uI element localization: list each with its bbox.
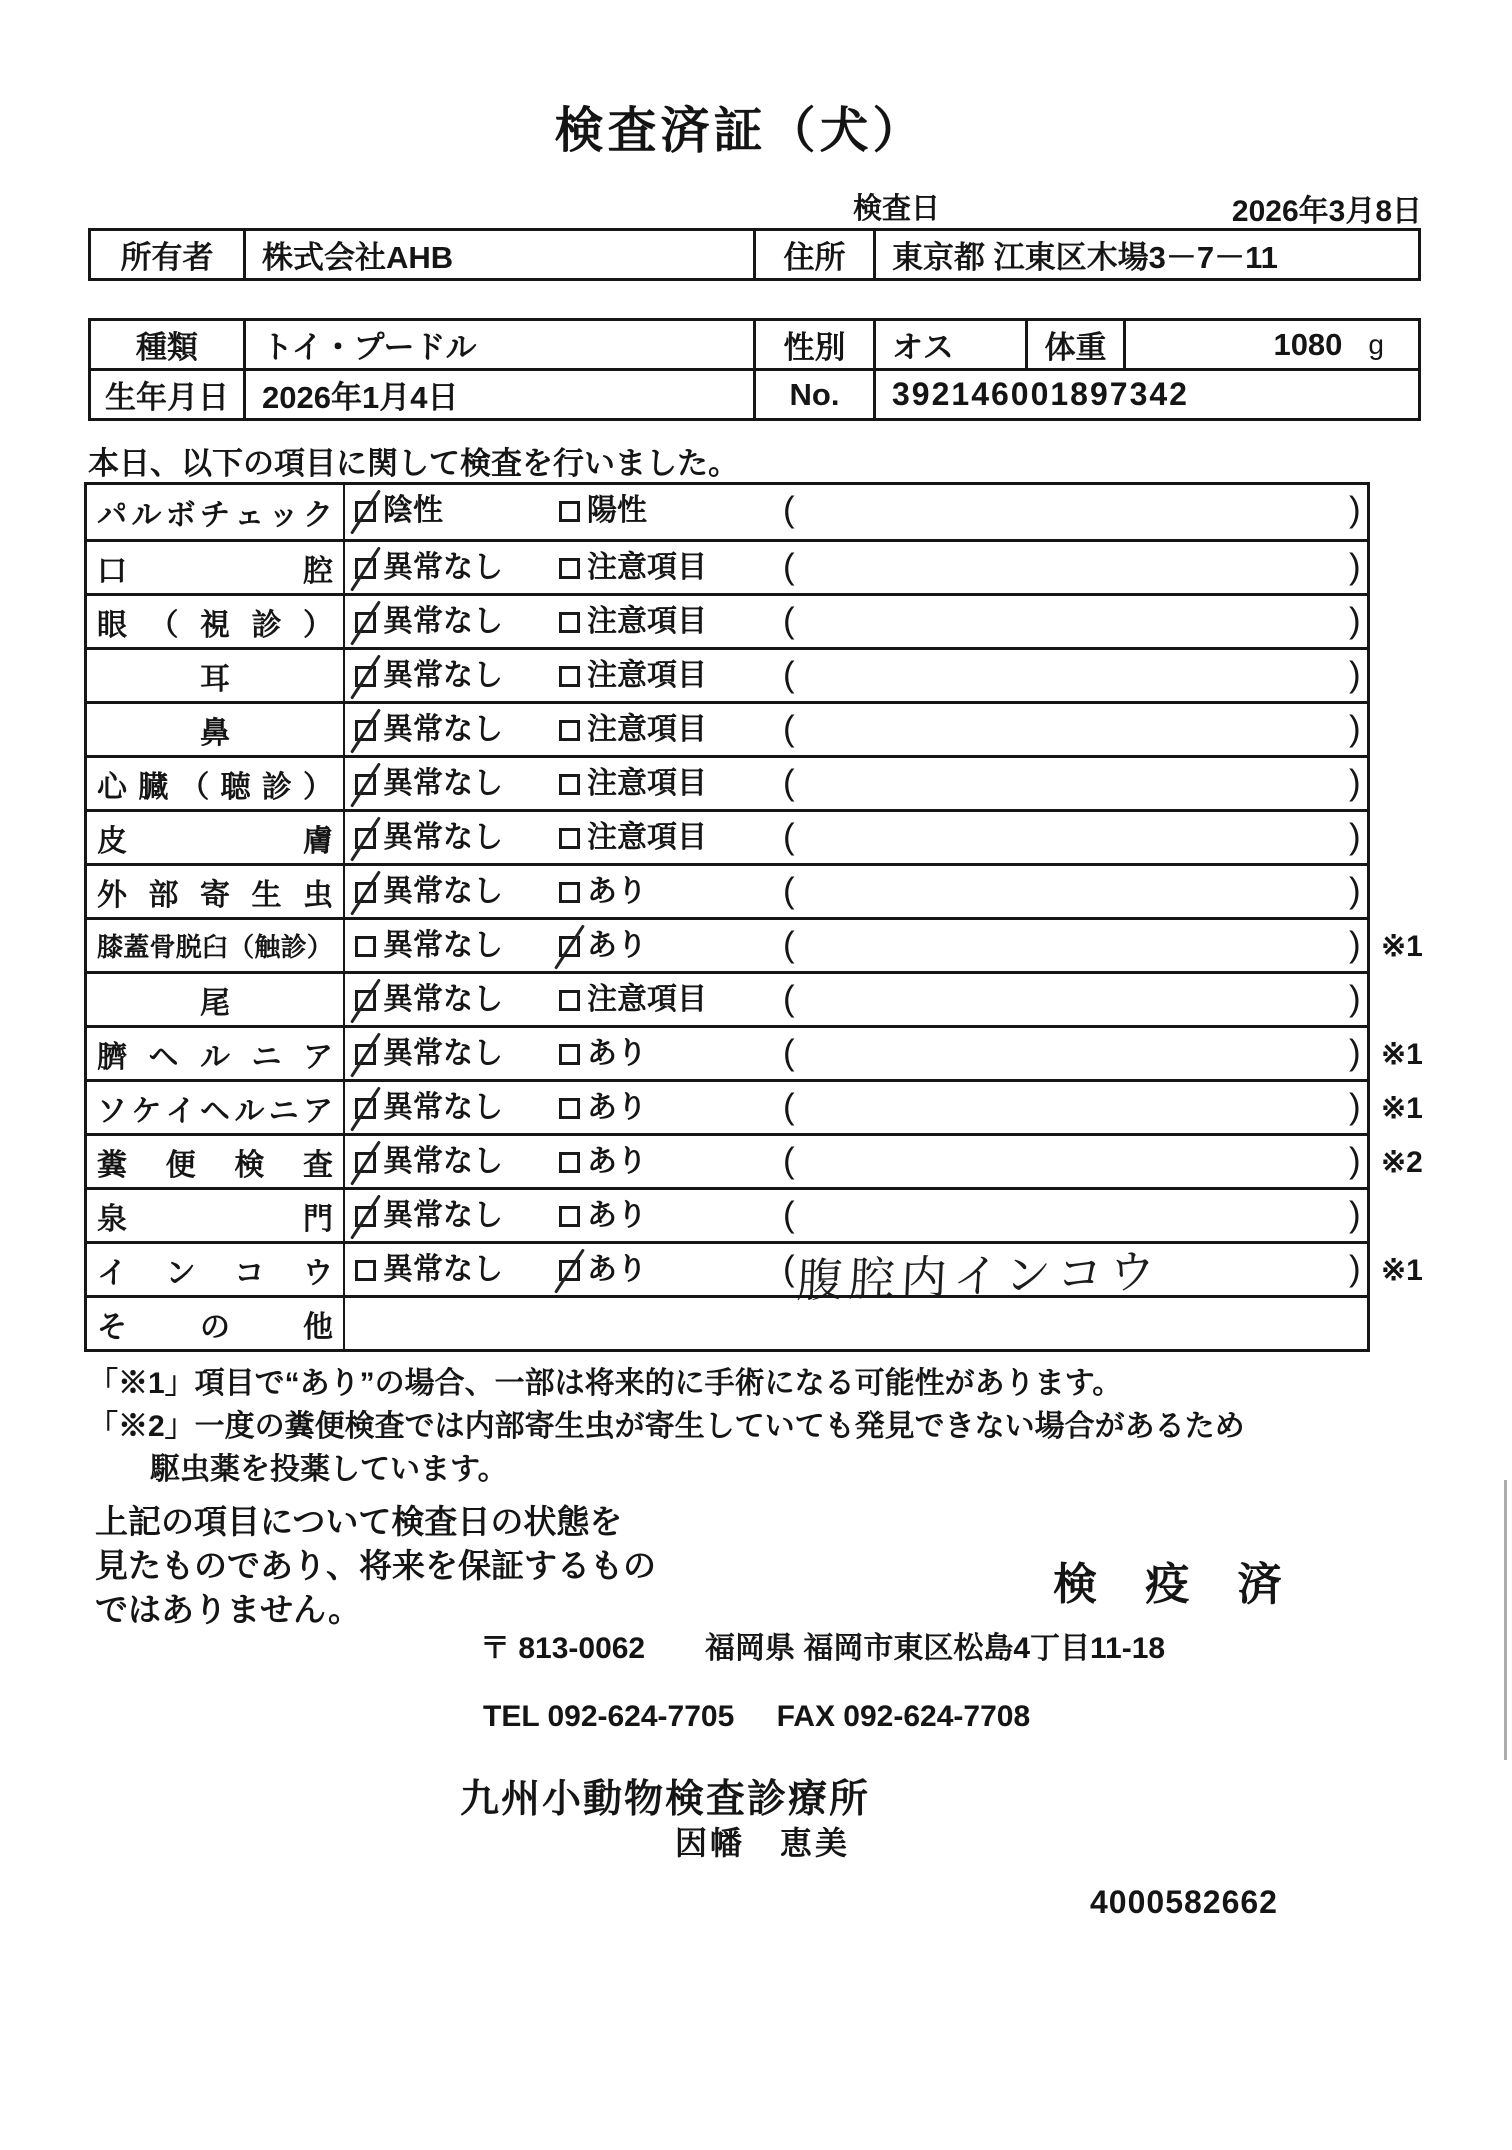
paren-close: ) xyxy=(1349,1141,1361,1180)
check-row xyxy=(87,917,1423,971)
check-row-label xyxy=(87,704,345,755)
check-row xyxy=(87,701,1367,755)
quarantine-stamp: 検 疫 済 xyxy=(1053,1560,1300,1609)
option-1-label: 異常なし xyxy=(383,1037,503,1070)
sex-label: 性別 xyxy=(753,321,873,368)
check-row-label-char: 皮 xyxy=(97,824,127,858)
footnote-2-continued: 駆虫薬を投薬しています。 xyxy=(150,1453,508,1486)
paren-open: ( xyxy=(783,979,795,1018)
option-2-label: あり xyxy=(587,1253,647,1286)
check-row-content xyxy=(345,1136,1367,1187)
option-2-label: 注意項目 xyxy=(587,605,707,638)
checkbox-icon xyxy=(355,990,376,1011)
animal-row-1 xyxy=(91,321,1418,368)
checkbox-icon xyxy=(355,558,376,579)
check-row-label xyxy=(87,1136,345,1187)
check-row-label-char: ウ xyxy=(302,1256,333,1290)
address-label: 住所 xyxy=(753,231,873,278)
check-row-label-char: の xyxy=(200,1310,230,1344)
checkbox-icon xyxy=(559,936,580,957)
option-2-label: 注意項目 xyxy=(587,659,707,692)
check-row-label-char: 査 xyxy=(302,1148,333,1182)
check-row-label-char: ル xyxy=(131,499,162,532)
check-row-label-char: 診 xyxy=(261,770,292,804)
check-row xyxy=(87,1295,1367,1349)
paren-close: ) xyxy=(1349,1087,1361,1126)
check-row-label-char: ヘ xyxy=(199,1094,230,1128)
check-row-label-char: 診 xyxy=(280,932,307,962)
paren-close: ) xyxy=(1349,763,1361,802)
checkbox-icon xyxy=(559,666,580,687)
checkbox-icon xyxy=(559,501,580,522)
paren-close: ) xyxy=(1349,1033,1361,1072)
check-row-label-char: 脱 xyxy=(175,932,202,962)
option-1-label: 異常なし xyxy=(383,1199,503,1232)
clinic-address: 福岡県 福岡市東区松島4丁目11-18 xyxy=(705,1632,1166,1665)
serial-number: 4000582662 xyxy=(1090,1884,1278,1920)
page-title: 検査済証（犬） xyxy=(554,104,926,158)
check-row-content xyxy=(345,650,1367,701)
row-reference-mark: ※2 xyxy=(1381,1146,1423,1179)
checkbox-icon xyxy=(355,1044,376,1065)
paren-close: ) xyxy=(1349,601,1361,640)
owner-row xyxy=(91,231,1418,278)
checkbox-icon xyxy=(559,1206,580,1227)
check-row-content xyxy=(345,1298,1367,1349)
row-reference-mark: ※1 xyxy=(1381,1038,1423,1071)
check-row-label xyxy=(87,485,345,539)
checkbox-icon xyxy=(559,1152,580,1173)
option-1-label: 異常なし xyxy=(383,983,503,1016)
check-row-label-char: 尾 xyxy=(200,986,230,1020)
option-2-label: あり xyxy=(587,1091,647,1124)
option-1-label: 異常なし xyxy=(383,767,503,800)
check-row xyxy=(87,1187,1367,1241)
check-row-label-char: 耳 xyxy=(200,662,230,696)
check-mark xyxy=(350,1032,381,1077)
checkbox-icon xyxy=(355,1206,376,1227)
option-1-label: 異常なし xyxy=(383,605,503,638)
option-1-label: 陰性 xyxy=(383,494,443,527)
check-row-label xyxy=(87,866,345,917)
birthdate-label: 生年月日 xyxy=(105,380,229,415)
check-row-label-char: 骨 xyxy=(149,932,176,962)
checkbox-icon xyxy=(355,720,376,741)
check-row-label-char: 生 xyxy=(251,878,282,912)
checkbox-icon xyxy=(559,612,580,633)
check-row xyxy=(87,863,1367,917)
check-row-content xyxy=(345,1244,1367,1307)
animal-row-2 xyxy=(91,368,1418,418)
option-1-label: 異常なし xyxy=(383,1145,503,1178)
option-2-label: あり xyxy=(587,875,647,908)
option-2-label: 注意項目 xyxy=(587,551,707,584)
checkbox-icon xyxy=(559,774,580,795)
check-row-label-char: 臍 xyxy=(97,1040,127,1074)
check-row-label-char: ケ xyxy=(131,1094,162,1128)
check-mark xyxy=(350,870,381,915)
check-mark xyxy=(350,708,381,753)
option-1-label: 異常なし xyxy=(383,875,503,908)
check-row-content xyxy=(345,974,1367,1025)
option-1-label: 異常なし xyxy=(383,659,503,692)
check-mark xyxy=(350,816,381,861)
row-reference-mark: ※1 xyxy=(1381,1254,1423,1287)
option-2-label: 注意項目 xyxy=(587,713,707,746)
checkbox-icon xyxy=(355,612,376,633)
check-row-label-char: ） xyxy=(303,608,333,642)
check-table xyxy=(84,482,1423,1352)
check-row-label-char: 他 xyxy=(303,1310,333,1344)
check-row-label-char: ル xyxy=(200,1040,230,1074)
check-row-label-char: 腔 xyxy=(303,554,333,588)
check-row-content xyxy=(345,1082,1367,1133)
checkbox-icon xyxy=(355,828,376,849)
scan-edge-artifact xyxy=(1504,1480,1507,1760)
option-1-label: 異常なし xyxy=(383,929,503,962)
paren-open: ( xyxy=(783,817,795,856)
checkbox-icon xyxy=(559,1260,580,1281)
paren-open: ( xyxy=(783,1087,795,1126)
check-row-label-char: ニ xyxy=(251,1040,282,1074)
checkbox-icon xyxy=(355,1098,376,1119)
disclaimer-line-3: ではありません。 xyxy=(95,1591,361,1628)
check-row-label-char: ） xyxy=(306,932,333,962)
check-row-label-char: ン xyxy=(165,1256,196,1290)
inspection-date-value: 2026年3月8日 xyxy=(1231,195,1422,228)
check-row-label-char: 触 xyxy=(254,932,281,962)
paren-open: ( xyxy=(783,763,795,802)
owner-table xyxy=(88,228,1421,281)
footnote-1: 「※1」項目で“あり”の場合、一部は将来的に手術になる可能性があります。 xyxy=(88,1367,1123,1400)
check-row-label-char: 膝 xyxy=(97,932,124,962)
check-row-label-char: 視 xyxy=(200,608,230,642)
check-row-label xyxy=(87,542,345,593)
disclaimer-line-1: 上記の項目について検査日の状態を xyxy=(95,1503,623,1540)
check-row-label-char: パ xyxy=(97,499,127,532)
breed-label: 種類 xyxy=(136,330,198,365)
option-1-label: 異常なし xyxy=(383,1253,503,1286)
check-row-label-char: ア xyxy=(302,1094,333,1128)
check-row xyxy=(87,809,1367,863)
check-row-label-char: 膚 xyxy=(303,824,333,858)
option-2-label: あり xyxy=(587,1145,647,1178)
check-row-label xyxy=(87,920,345,971)
weight-unit: g xyxy=(1368,328,1384,360)
check-mark xyxy=(554,924,585,969)
row-reference-mark: ※1 xyxy=(1381,930,1423,963)
check-row xyxy=(87,539,1367,593)
row-reference-mark: ※1 xyxy=(1381,1092,1423,1125)
option-2-label: 注意項目 xyxy=(587,821,707,854)
check-row-label xyxy=(87,758,345,809)
check-row-label-char: 寄 xyxy=(200,878,230,912)
weight-value-cell xyxy=(1123,321,1418,368)
check-row-label-char: ） xyxy=(302,770,333,804)
check-row-label-char: 部 xyxy=(148,878,179,912)
check-row-label-char: チ xyxy=(199,499,230,532)
paren-close: ) xyxy=(1349,1195,1361,1234)
checkbox-icon xyxy=(355,501,376,522)
intro-text: 本日、以下の項目に関して検査を行いました。 xyxy=(88,446,739,481)
check-row-label-char: 臼 xyxy=(201,932,228,962)
check-row-label-char: ル xyxy=(234,1094,265,1128)
check-row-label-char: 眼 xyxy=(97,608,127,642)
check-row-label-char: イ xyxy=(97,1256,127,1290)
check-row-label-char: ッ xyxy=(268,499,299,532)
check-row-content xyxy=(345,596,1367,647)
weight-value: 1080 xyxy=(1273,326,1343,362)
paren-close: ) xyxy=(1349,979,1361,1018)
owner-value: 株式会社AHB xyxy=(243,231,753,278)
check-row-label-char: ア xyxy=(303,1040,333,1074)
check-row xyxy=(87,755,1367,809)
paren-close: ) xyxy=(1349,709,1361,748)
animal-table xyxy=(88,318,1421,421)
clinic-postal-code: 〒 813-0062 xyxy=(480,1632,646,1665)
handwritten-note: 腹腔内インコウ xyxy=(795,1245,1162,1307)
check-mark xyxy=(350,1086,381,1131)
disclaimer-line-2: 見たものであり、将来を保証するもの xyxy=(95,1547,656,1584)
birthdate-value: 2026年1月4日 xyxy=(243,371,753,418)
clinic-phone-line xyxy=(483,1700,1030,1734)
check-row xyxy=(87,1241,1423,1307)
checkbox-icon xyxy=(355,882,376,903)
check-row-label-char: （ xyxy=(148,608,179,642)
check-mark xyxy=(350,600,381,645)
option-2-label: あり xyxy=(587,1037,647,1070)
option-2-label: 注意項目 xyxy=(587,767,707,800)
check-row-content xyxy=(345,920,1367,971)
check-row xyxy=(87,1079,1423,1133)
check-row-label-char: 聴 xyxy=(220,770,251,804)
check-mark xyxy=(350,978,381,1023)
option-2-label: あり xyxy=(587,929,647,962)
check-row xyxy=(87,593,1367,647)
checkbox-icon xyxy=(355,666,376,687)
check-row-label-char: 外 xyxy=(97,878,127,912)
checkbox-icon xyxy=(559,1098,580,1119)
check-row-label-char: そ xyxy=(97,1310,127,1344)
check-row-label-char: 蓋 xyxy=(123,932,150,962)
paren-open: ( xyxy=(783,1033,795,1072)
check-row-content xyxy=(345,542,1367,593)
check-row-label-char: ク xyxy=(302,499,333,532)
option-2-label: あり xyxy=(587,1199,647,1232)
checkbox-icon xyxy=(355,1260,376,1281)
check-row-content xyxy=(345,812,1367,863)
check-row-label-char: 泉 xyxy=(97,1202,127,1236)
clinic-fax: FAX 092-624-7708 xyxy=(776,1700,1031,1733)
check-row-label xyxy=(87,812,345,863)
check-row-label-char: 門 xyxy=(303,1202,333,1236)
paren-open: ( xyxy=(783,547,795,586)
check-row-content xyxy=(345,485,1367,539)
check-row xyxy=(87,971,1367,1025)
option-2-label: 注意項目 xyxy=(587,983,707,1016)
checkbox-icon xyxy=(559,720,580,741)
checkbox-icon xyxy=(559,990,580,1011)
option-1-label: 異常なし xyxy=(383,551,503,584)
check-mark xyxy=(554,1248,585,1293)
check-row xyxy=(87,1133,1423,1187)
check-row-label-char: ボ xyxy=(165,499,196,532)
check-row-label-char: （ xyxy=(228,932,255,962)
check-row-label-char: ソ xyxy=(97,1094,127,1128)
check-row-label-char: 糞 xyxy=(97,1148,127,1182)
check-row-content xyxy=(345,758,1367,809)
check-mark xyxy=(350,1140,381,1185)
checkbox-icon xyxy=(559,1044,580,1065)
paren-close: ) xyxy=(1349,1249,1361,1288)
paren-open: ( xyxy=(783,871,795,910)
paren-close: ) xyxy=(1349,547,1361,586)
checkbox-icon xyxy=(355,1152,376,1173)
check-row-label xyxy=(87,650,345,701)
option-2-label: 陽性 xyxy=(587,494,647,527)
check-row-label xyxy=(87,1244,345,1295)
number-label: No. xyxy=(753,371,873,418)
check-row xyxy=(87,1025,1423,1079)
paren-open: ( xyxy=(783,655,795,694)
check-row-content xyxy=(345,704,1367,755)
check-mark xyxy=(350,1194,381,1239)
paren-open: ( xyxy=(783,490,795,529)
paren-close: ) xyxy=(1349,871,1361,910)
check-mark xyxy=(350,546,381,591)
check-row-content xyxy=(345,1028,1367,1079)
option-1-label: 異常なし xyxy=(383,821,503,854)
check-row-label xyxy=(87,1082,345,1133)
inspector-name: 因幡 恵美 xyxy=(675,1825,851,1861)
check-row-label-char: ェ xyxy=(234,499,265,532)
inspection-date-label: 検査日 xyxy=(853,193,941,225)
clinic-tel: TEL 092-624-7705 xyxy=(483,1700,735,1733)
check-row-label-char: 便 xyxy=(165,1148,196,1182)
checkbox-icon xyxy=(355,774,376,795)
check-row-label xyxy=(87,974,345,1025)
paren-open: ( xyxy=(783,1141,795,1180)
check-mark xyxy=(350,489,381,534)
check-row xyxy=(87,647,1367,701)
check-row-label-char: 心 xyxy=(97,770,127,804)
paren-open: ( xyxy=(783,1195,795,1234)
paren-close: ) xyxy=(1349,655,1361,694)
address-value: 東京都 江東区木場3－7－11 xyxy=(873,231,1418,278)
paren-open: ( xyxy=(783,1249,795,1288)
paren-open: ( xyxy=(783,709,795,748)
check-mark xyxy=(350,654,381,699)
weight-label: 体重 xyxy=(1025,321,1123,368)
check-row-label-char: コ xyxy=(234,1256,265,1290)
paren-close: ) xyxy=(1349,817,1361,856)
option-1-label: 異常なし xyxy=(383,1091,503,1124)
check-row-label-char: 検 xyxy=(234,1148,265,1182)
check-row-label xyxy=(87,1028,345,1079)
checkbox-icon xyxy=(355,936,376,957)
check-row-label-char: （ xyxy=(179,770,210,804)
paren-open: ( xyxy=(783,601,795,640)
footnote-2: 「※2」一度の糞便検査では内部寄生虫が寄生していても発見できない場合があるため xyxy=(88,1410,1245,1443)
paren-open: ( xyxy=(783,925,795,964)
check-row-content xyxy=(345,1190,1367,1241)
number-value: 392146001897342 xyxy=(873,371,1418,418)
check-row xyxy=(87,485,1367,539)
owner-label: 所有者 xyxy=(120,240,214,275)
check-row-content xyxy=(345,866,1367,917)
check-row-label-char: 臓 xyxy=(138,770,169,804)
check-mark xyxy=(350,762,381,807)
check-row-label xyxy=(87,1190,345,1241)
check-row-label-char: 口 xyxy=(97,554,127,588)
sex-value: オス xyxy=(873,321,1025,368)
check-row-label-char: 鼻 xyxy=(200,716,230,750)
checkbox-icon xyxy=(559,828,580,849)
check-row-label-char: イ xyxy=(165,1094,196,1128)
check-row-label xyxy=(87,1298,345,1349)
paren-close: ) xyxy=(1349,925,1361,964)
checkbox-icon xyxy=(559,882,580,903)
option-1-label: 異常なし xyxy=(383,713,503,746)
check-row-label-char: 診 xyxy=(251,608,282,642)
check-row-label-char: 虫 xyxy=(303,878,333,912)
clinic-name: 九州小動物検査診療所 xyxy=(460,1778,871,1821)
paren-close: ) xyxy=(1349,490,1361,529)
check-row-label-char: ヘ xyxy=(148,1040,179,1074)
breed-value: トイ・プードル xyxy=(243,321,753,368)
check-row-label xyxy=(87,596,345,647)
check-row-label-char: ニ xyxy=(268,1094,299,1128)
checkbox-icon xyxy=(559,558,580,579)
